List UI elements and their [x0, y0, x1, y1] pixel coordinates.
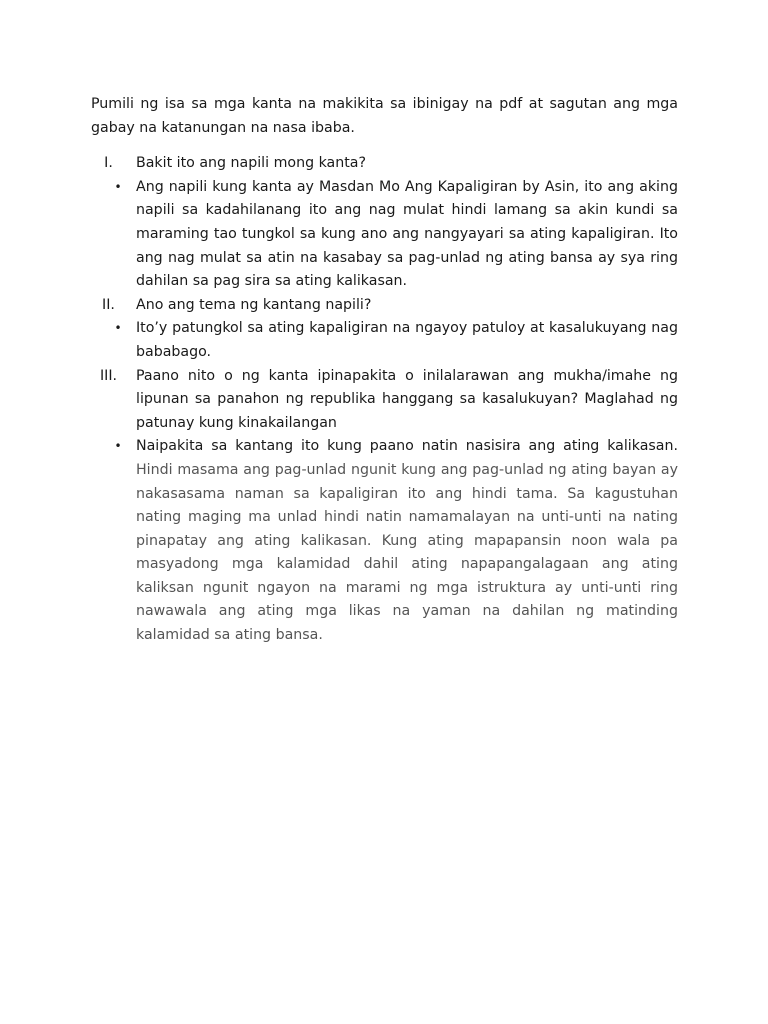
answer-3	[91, 435, 678, 647]
answer-main: Ang napili kung kanta ay Masdan Mo Ang Kapaligiran by Asin, ito ang aking napili sa kadahilanang ito ang nag mulat hindi lamang sa akin kundi sa maraming tao tungkol sa kung ano ang nangyayari sa ating kapaligiran. Ito ang nag mulat sa atin na kasabay sa pag-unlad ng ating bansa ay sya ring dahilan sa pag sira sa ating kalikasan.	[136, 178, 678, 290]
answer-text	[136, 317, 678, 364]
question-2	[91, 294, 678, 318]
intro-paragraph: Pumili ng isa sa mga kanta na makikita sa ibinigay na pdf at sagutan ang mga gabay na katanungan na nasa ibaba.	[91, 96, 678, 136]
answer-text	[136, 435, 678, 647]
answer-main: Ito’y patungkol sa ating kapaligiran na ngayoy patuloy at kasalukuyang nag bababago.	[136, 320, 678, 360]
question-3	[91, 365, 678, 436]
question-number: II.	[102, 296, 115, 313]
question-number: III.	[99, 367, 118, 384]
bullet-icon: •	[114, 321, 122, 336]
document-body	[91, 93, 678, 648]
question-text: Ano ang tema ng kantang napili?	[136, 296, 372, 313]
question-text: Bakit ito ang napili mong kanta?	[136, 155, 367, 172]
bullet-icon: •	[114, 179, 122, 194]
answer-continued: Hindi masama ang pag-unlad ngunit kung ang pag-unlad ng ating bayan ay nakasasama naman sa kapaligiran ito ang hindi tama. Sa kagustuhan nating maging ma unlad hindi natin namamalayan na unti-unti na nating pinapatay ang ating kalikasan. Kung ating mapapansin noon wala pa masyadong mga kalamidad dahil ating napapangalagaan ang ating kaliksan ngunit ngayon na marami ng mga istruktura ay unti-unti ring nawawala ang ating mga likas na yaman na dahilan ng matinding kalamidad sa ating bansa.	[136, 461, 678, 644]
answer-text	[136, 176, 678, 294]
answer-main: Naipakita sa kantang ito kung paano natin nasisira ang ating kalikasan.	[136, 438, 678, 455]
question-text: Paano nito o ng kanta ipinapakita o inilalarawan ang mukha/imahe ng lipunan sa panahon ng republika hanggang sa kasalukuyan? Maglahad ng patunay kung kinakailangan	[136, 367, 678, 431]
question-1	[91, 152, 678, 176]
question-number: I.	[104, 155, 113, 172]
answer-2	[91, 317, 678, 364]
bullet-icon: •	[114, 439, 122, 454]
answer-1	[91, 176, 678, 294]
